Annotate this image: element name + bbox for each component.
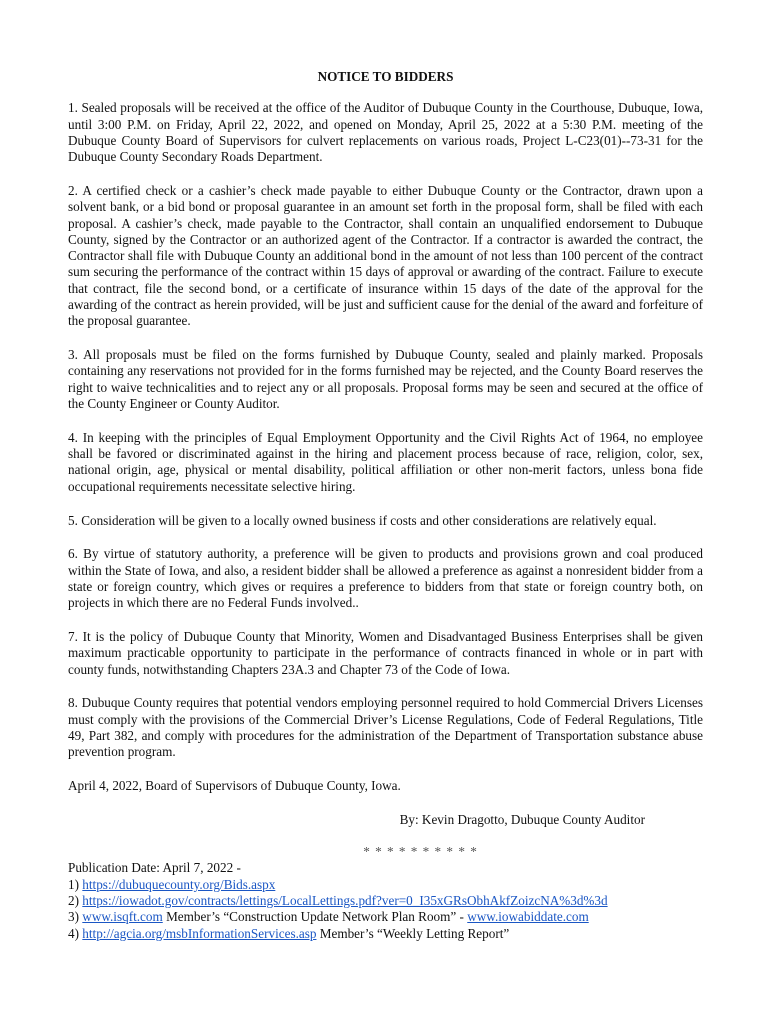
paragraph-5: 5. Consideration will be given to a locally owned business if costs and other considerations are relatively equal. [68, 512, 657, 528]
link-number: 1) [68, 876, 83, 892]
link-line-1 [68, 877, 703, 893]
link-description: Member’s “Construction Update Network Plan Room” - [162, 909, 468, 925]
link-iowabiddate[interactable]: www.iowabiddate.com [467, 909, 589, 925]
paragraph-1: 1. Sealed proposals will be received at the office of the Auditor of Dubuque County in the Courthouse, Dubuque, Iowa, until 3:00 P.M. on Friday, April 22, 2022, and opened on Monday, April 25, 2022 at a 5:30 P.M. meeting of the Dubuque County Board of Supervisors for culvert replacements on various roads, Project L-C23(01)--73-31 for the Dubuque County Secondary Roads Department. [68, 100, 703, 165]
signature: By: Kevin Dragotto, Dubuque County Auditor [399, 811, 645, 827]
link-line-2 [68, 893, 703, 909]
paragraph-6: 6. By virtue of statutory authority, a preference will be given to products and provisions grown and coal produced within the State of Iowa, and also, a resident bidder shall be allowed a preference as against a nonresident bidder from a state or foreign country, which gives or requires a preference to bidders from that state or foreign country both, on projects in which there are no Federal Funds involved.. [68, 546, 703, 611]
publication-info [68, 860, 703, 941]
link-isqft[interactable]: www.isqft.com [82, 909, 163, 925]
link-line-4 [68, 926, 703, 942]
dateline: April 4, 2022, Board of Supervisors of Dubuque County, Iowa. [68, 778, 401, 794]
link-description: Member’s “Weekly Letting Report” [316, 925, 510, 941]
link-number: 3) [68, 909, 83, 925]
paragraph-3: 3. All proposals must be filed on the forms furnished by Dubuque County, sealed and plainly marked. Proposals containing any reservations not provided for in the forms furnished may be rejected, and the County Board reserves the right to waive technicalities and to reject any or all proposals. Proposal forms may be seen and secured at the office of the County Engineer or County Auditor. [68, 347, 703, 412]
paragraph-2: 2. A certified check or a cashier’s check made payable to either Dubuque County or the Contractor, drawn upon a solvent bank, or a bid bond or proposal guarantee in an amount set forth in the proposal form, shall be filed with each proposal. A cashier’s check, made payable to the Contractor, shall contain an unqualified endorsement to Dubuque County, signed by the Contractor or an authorized agent of the Contractor. If a contractor is awarded the contract, the Contractor shall file with Dubuque County an additional bond in the amount of not less than 100 percent of the contract sum securing the performance of the contract within 15 days of approval or awarding of the contract. Failure to execute that contract, file the second bond, or a certificate of insurance within 15 days of the date of the approval for the awarding of the contract as herein provided, will be just and sufficient cause for the denial of the award and forfeiture of the proposal guarantee. [68, 182, 703, 329]
paragraph-7: 7. It is the policy of Dubuque County that Minority, Women and Disadvantaged Business Enterprises shall be given maximum practicable opportunity to participate in the performance of contracts financed in whole or in part with county funds, notwithstanding Chapters 23A.3 and Chapter 73 of the Code of Iowa. [68, 629, 703, 677]
link-dubuque-bids[interactable]: https://dubuquecounty.org/Bids.aspx [82, 876, 276, 892]
link-number: 4) [68, 925, 83, 941]
document-title: NOTICE TO BIDDERS [317, 69, 454, 84]
link-line-3 [68, 909, 703, 925]
separator: * * * * * * * * * * [363, 844, 478, 860]
paragraph-4: 4. In keeping with the principles of Equal Employment Opportunity and the Civil Rights Act of 1964, no employee shall be favored or discriminated against in the hiring and placement process because of race, religion, color, sex, national origin, age, physical or mental disability, political affiliation or other non-merit factors, unless bona fide occupational requirements necessitate selective hiring. [68, 429, 703, 494]
link-iowadot-lettings[interactable]: https://iowadot.gov/contracts/lettings/LocalLettings.pdf?ver=0_I35xGRsObhAkfZoizcNA%3d%3d [82, 893, 608, 909]
document-page [68, 69, 703, 942]
paragraph-8: 8. Dubuque County requires that potential vendors employing personnel required to hold Commercial Drivers Licenses must comply with the provisions of the Commercial Driver’s License Regulations, Code of Federal Regulations, Title 49, Part 382, and comply with procedures for the administration of the Department of Transportation substance abuse prevention program. [68, 695, 703, 760]
link-number: 2) [68, 893, 83, 909]
link-agcia[interactable]: http://agcia.org/msbInformationServices.asp [82, 925, 317, 941]
publication-date: Publication Date: April 7, 2022 - [68, 860, 241, 876]
